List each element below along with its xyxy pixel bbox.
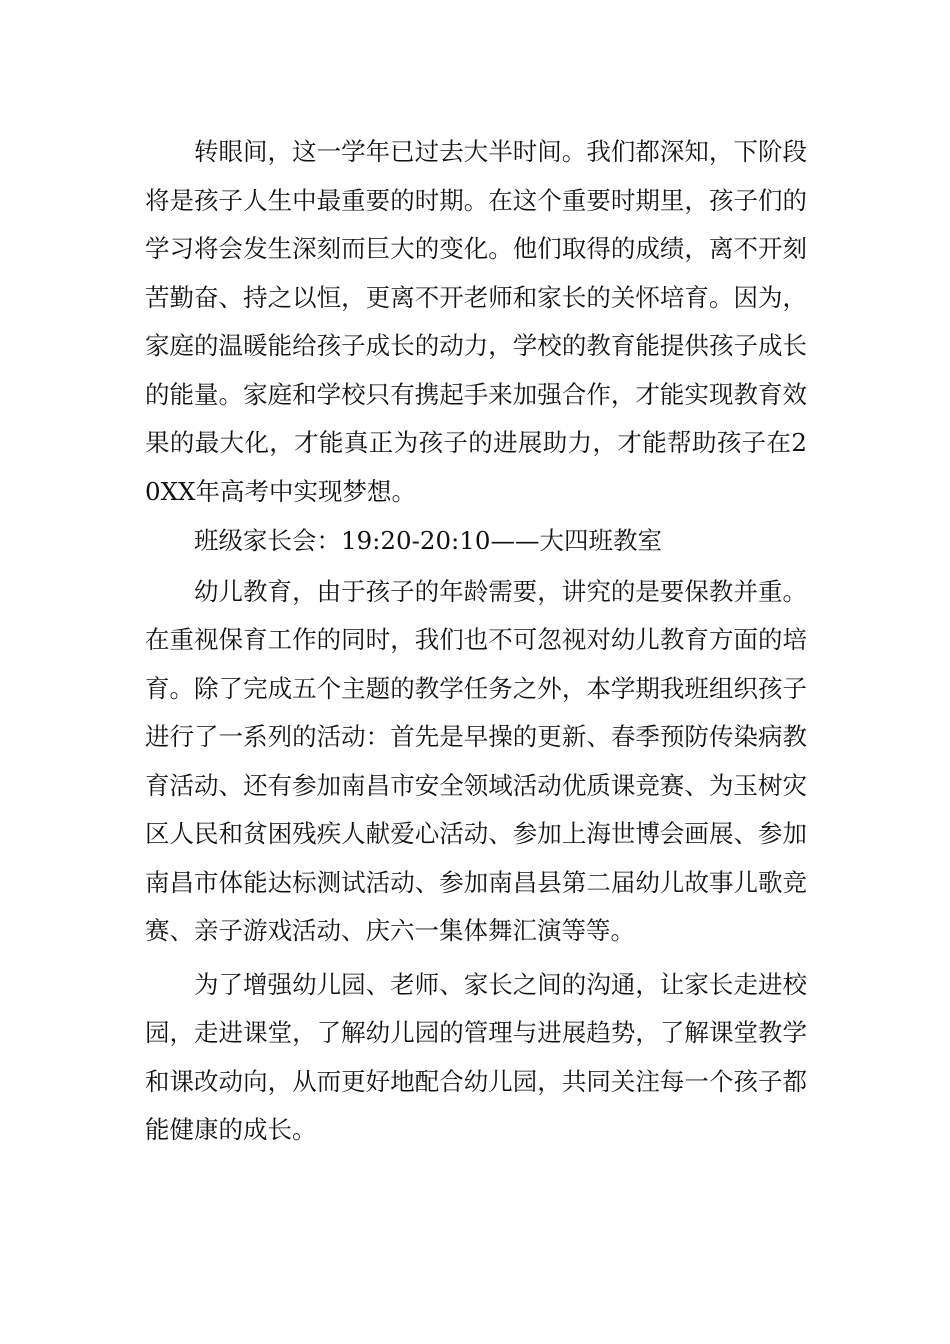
paragraph-communication: 为了增强幼儿园、老师、家长之间的沟通，让家长走进校园，走进课堂，了解幼儿园的管理与进展趋势，了解课堂教学和课改动向，从而更好地配合幼儿园，共同关注每一个孩子都能健康的成长。 xyxy=(145,969,807,1144)
document-body xyxy=(145,128,807,1155)
paragraph-intro: 转眼间，这一学年已过去大半时间。我们都深知，下阶段将是孩子人生中最重要的时期。在这个重要时期里，孩子们的学习将会发生深刻而巨大的变化。他们取得的成绩，离不开刻苦勤奋、持之以恒，更离不开老师和家长的关怀培育。因为，家庭的温暖能给孩子成长的动力，学校的教育能提供孩子成长的能量。家庭和学校只有携起手来加强合作，才能实现教育效果的最大化，才能真正为孩子的进展助力，才能帮助孩子在20XX年高考中实现梦想。 xyxy=(145,137,807,506)
meeting-schedule-line: 班级家长会：19:20-20:10——大四班教室 xyxy=(194,526,662,555)
paragraph-activities: 幼儿教育，由于孩子的年龄需要，讲究的是要保教并重。在重视保育工作的同时，我们也不可忽视对幼儿教育方面的培育。除了完成五个主题的教学任务之外，本学期我班组织孩子进行了一系列的活动：首先是早操的更新、春季预防传染病教育活动、还有参加南昌市安全领域活动优质课竞赛、为玉树灾区人民和贫困残疾人献爱心活动、参加上海世博会画展、参加南昌市体能达标测试活动、参加南昌县第二届幼儿故事儿歌竞赛、亲子游戏活动、庆六一集体舞汇演等等。 xyxy=(145,576,807,945)
